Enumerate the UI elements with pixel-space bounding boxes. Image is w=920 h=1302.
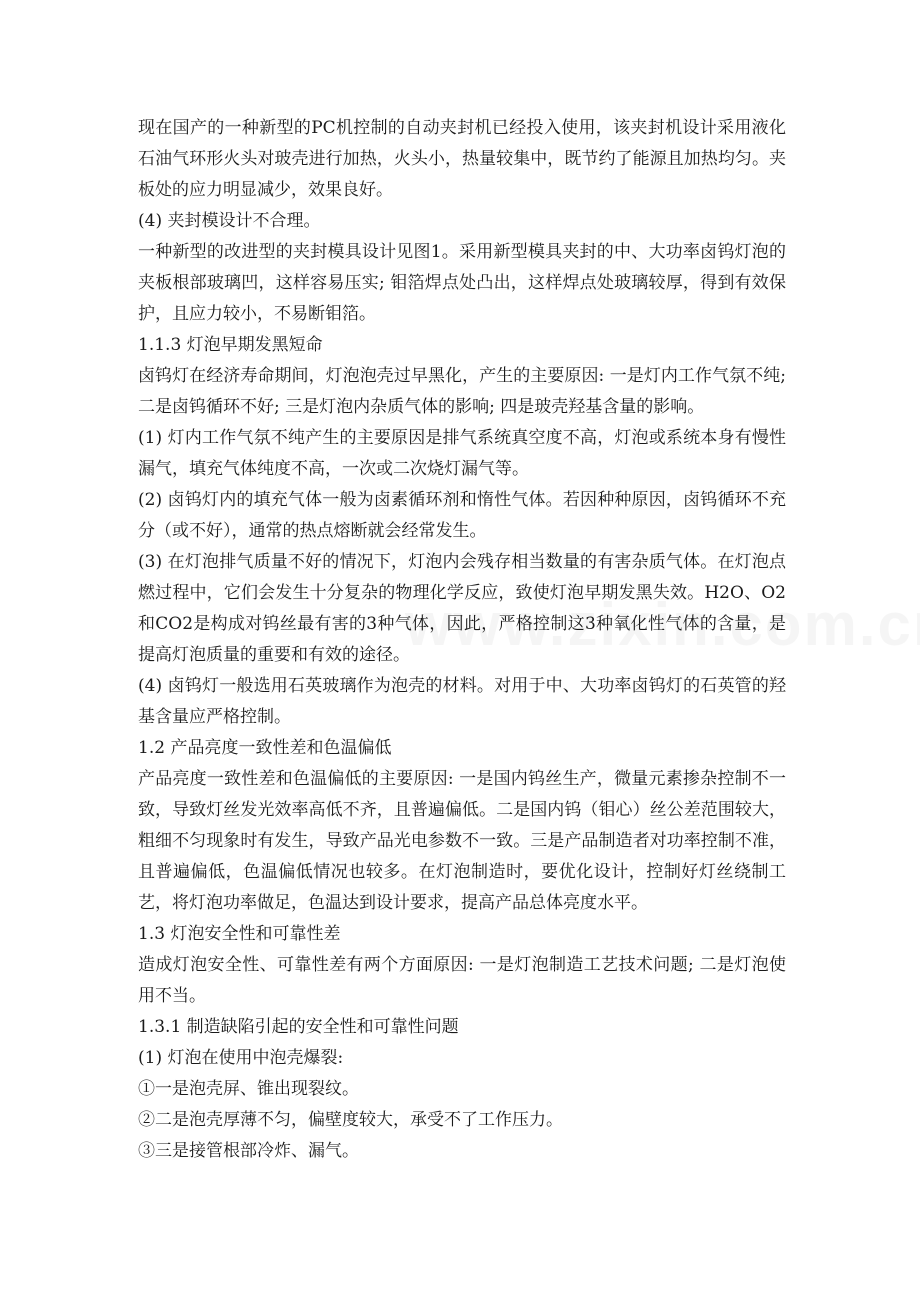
- section-heading: 1.3 灯泡安全性和可靠性差: [138, 924, 341, 944]
- section-heading: 1.1.3 灯泡早期发黑短命: [138, 335, 323, 355]
- list-item: (2) 卤钨灯内的填充气体一般为卤素循环剂和惰性气体。若因种种原因，卤钨循环不充分（或不好），通常的热点熔断就会经常发生。: [138, 490, 786, 541]
- section-heading: 1.3.1 制造缺陷引起的安全性和可靠性问题: [138, 1017, 459, 1037]
- paragraph: 一种新型的改进型的夹封模具设计见图1。采用新型模具夹封的中、大功率卤钨灯泡的夹板根部玻璃凹，这样容易压实; 钼箔焊点处凸出，这样焊点处玻璃较厚，得到有效保护，且应力较小，不易断钼箔。: [138, 242, 786, 324]
- list-item: (4) 夹封模设计不合理。: [138, 211, 321, 231]
- paragraph: 卤钨灯在经济寿命期间，灯泡泡壳过早黑化，产生的主要原因: 一是灯内工作气氛不纯; 二是卤钨循环不好; 三是灯泡内杂质气体的影响; 四是玻壳羟基含量的影响。: [138, 366, 786, 417]
- list-item: (1) 灯内工作气氛不纯产生的主要原因是排气系统真空度不高，灯泡或系统本身有慢性漏气，填充气体纯度不高，一次或二次烧灯漏气等。: [138, 428, 786, 479]
- section-heading: 1.2 产品亮度一致性差和色温偏低: [138, 738, 392, 758]
- paragraph-intro: 现在国产的一种新型的PC机控制的自动夹封机已经投入使用，该夹封机设计采用液化石油气环形火头对玻壳进行加热，火头小，热量较集中，既节约了能源且加热均匀。夹板处的应力明显减少，效果良好。: [138, 118, 786, 200]
- list-item: (1) 灯泡在使用中泡壳爆裂:: [138, 1048, 344, 1068]
- list-item: (3) 在灯泡排气质量不好的情况下，灯泡内会残存相当数量的有害杂质气体。在灯泡点燃过程中，它们会发生十分复杂的物理化学反应，致使灯泡早期发黑失效。H2O、O2和CO2是构成对钨丝最有害的3种气体，因此，严格控制这3种氧化性气体的含量，是提高灯泡质量的重要和有效的途径。: [138, 552, 786, 665]
- paragraph: 造成灯泡安全性、可靠性差有两个方面原因: 一是灯泡制造工艺技术问题; 二是灯泡使用不当。: [138, 955, 786, 1006]
- list-item: ②二是泡壳厚薄不匀，偏壁度较大，承受不了工作压力。: [138, 1110, 563, 1130]
- paragraph: 产品亮度一致性差和色温偏低的主要原因: 一是国内钨丝生产，微量元素掺杂控制不一致，导致灯丝发光效率高低不齐，且普遍偏低。二是国内钨（钼心）丝公差范围较大，粗细不匀现象时有发生，导致产品光电参数不一致。三是产品制造者对功率控制不准，且普遍偏低，色温偏低情况也较多。在灯泡制造时，要优化设计，控制好灯丝绕制工艺，将灯泡功率做足，色温达到设计要求，提高产品总体亮度水平。: [138, 769, 786, 913]
- list-item: ①一是泡壳屏、锥出现裂纹。: [138, 1079, 359, 1099]
- list-item: ③三是接管根部冷炸、漏气。: [138, 1141, 359, 1161]
- document-body: [138, 113, 786, 1167]
- list-item: (4) 卤钨灯一般选用石英玻璃作为泡壳的材料。对用于中、大功率卤钨灯的石英管的羟基含量应严格控制。: [138, 676, 786, 727]
